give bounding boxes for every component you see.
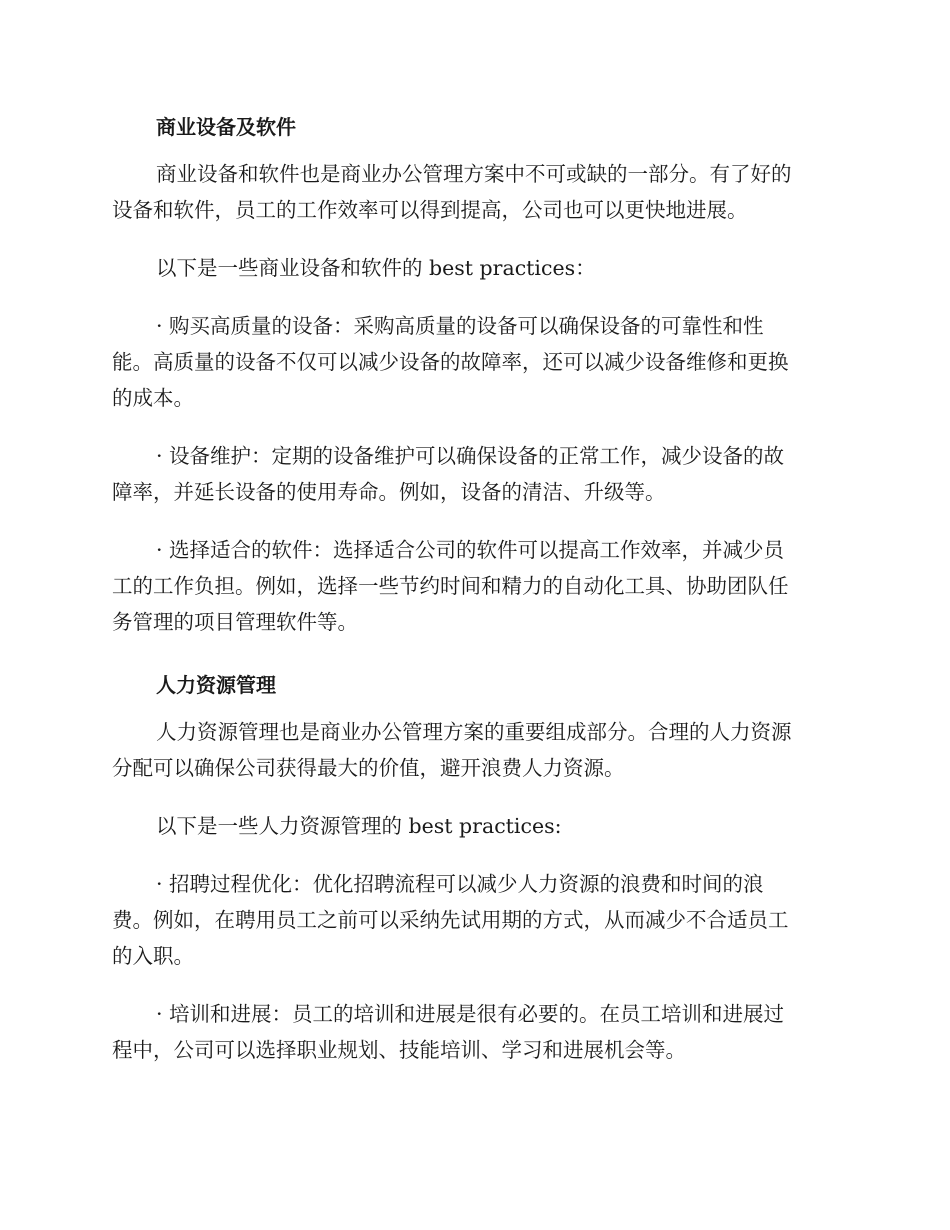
paragraph-line: 障率，并延长设备的使用寿命。例如，设备的清洁、升级等。 [112, 480, 666, 504]
section-heading: 商业设备及软件 [156, 115, 296, 139]
paragraph-line: · 选择适合的软件：选择适合公司的软件可以提高工作效率，并减少员 [156, 538, 785, 562]
paragraph [112, 714, 834, 786]
paragraph-line: 设备和软件，员工的工作效率可以得到提高，公司也可以更快地进展。 [112, 198, 748, 222]
paragraph-line: 程中，公司可以选择职业规划、技能培训、学习和进展机会等。 [112, 1038, 686, 1062]
paragraph-line: 商业设备和软件也是商业办公管理方案中不可或缺的一部分。有了好的 [156, 162, 792, 186]
paragraph [112, 808, 834, 844]
paragraph-line: · 招聘过程优化：优化招聘流程可以减少人力资源的浪费和时间的浪 [156, 872, 764, 896]
section-heading: 人力资源管理 [156, 673, 276, 697]
paragraph-line: 的成本。 [112, 386, 194, 410]
paragraph-line: · 设备维护：定期的设备维护可以确保设备的正常工作，减少设备的故 [156, 444, 785, 468]
paragraph-line: 能。高质量的设备不仅可以减少设备的故障率，还可以减少设备维修和更换 [112, 350, 789, 374]
bullet-paragraph [112, 438, 834, 510]
paragraph-line: 人力资源管理也是商业办公管理方案的重要组成部分。合理的人力资源 [156, 720, 792, 744]
paragraph-line: 以下是一些人力资源管理的 best practices: [156, 814, 562, 838]
document-page [112, 104, 834, 1090]
paragraph-line: · 购买高质量的设备：采购高质量的设备可以确保设备的可靠性和性 [156, 314, 764, 338]
paragraph [112, 156, 834, 228]
paragraph-line: 工的工作负担。例如，选择一些节约时间和精力的自动化工具、协助团队任 [112, 574, 789, 598]
bullet-paragraph [112, 532, 834, 640]
bullet-paragraph [112, 308, 834, 416]
paragraph-line: · 培训和进展：员工的培训和进展是很有必要的。在员工培训和进展过 [156, 1002, 785, 1026]
bullet-paragraph [112, 866, 834, 974]
paragraph-line: 务管理的项目管理软件等。 [112, 610, 358, 634]
paragraph-line: 以下是一些商业设备和软件的 best practices： [156, 256, 596, 280]
paragraph-line: 的入职。 [112, 944, 194, 968]
bullet-paragraph [112, 996, 834, 1068]
paragraph-line: 分配可以确保公司获得最大的价值，避开浪费人力资源。 [112, 756, 625, 780]
paragraph-line: 费。例如，在聘用员工之前可以采纳先试用期的方式，从而减少不合适员工 [112, 908, 789, 932]
paragraph [112, 250, 834, 286]
